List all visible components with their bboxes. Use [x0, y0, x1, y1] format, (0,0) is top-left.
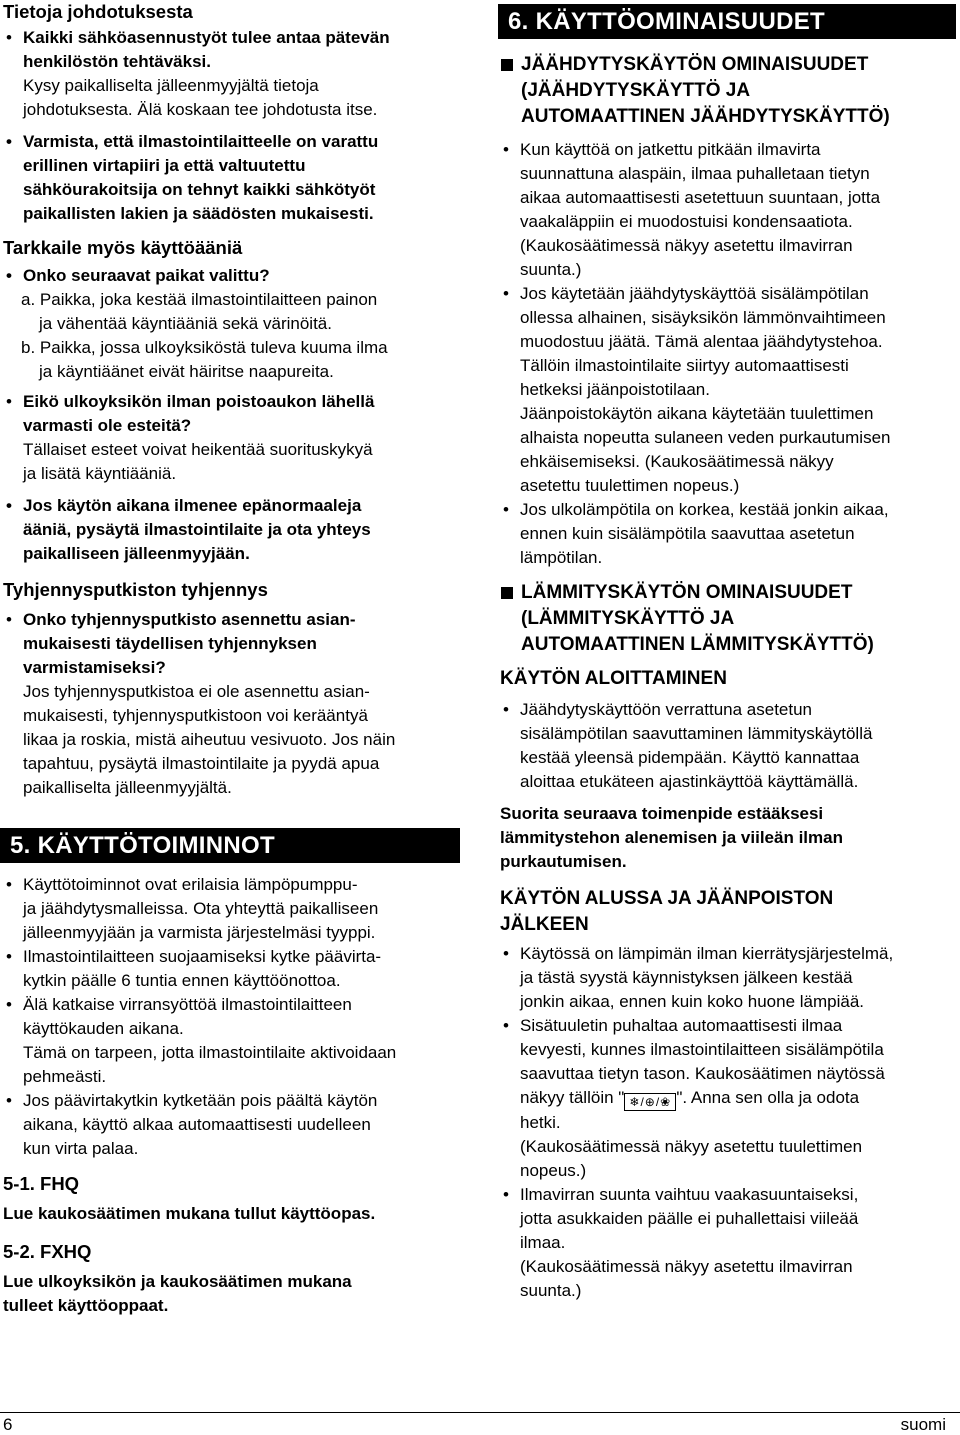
list-item — [500, 282, 956, 498]
text-fragment: näkyy tällöin " — [520, 1088, 625, 1107]
list-item — [3, 1089, 460, 1161]
text-line: nopeus.) — [520, 1161, 587, 1180]
text-line: LÄMMITYSKÄYTÖN OMINAISUUDET — [521, 582, 853, 603]
cooling-list — [500, 138, 956, 570]
cooling-heading — [500, 52, 956, 130]
list-item — [500, 498, 956, 570]
text-line: ääniä, pysäytä ilmastointilaite ja ota yhteys — [23, 520, 371, 539]
text-line: lämpötilan. — [520, 548, 603, 567]
text-line: johdotuksesta. Älä koskaan tee johdotusta itse. — [23, 100, 378, 119]
start-heading: KÄYTÖN ALOITTAMINEN — [500, 668, 727, 689]
text-fragment: ". Anna sen olla ja odota — [676, 1088, 860, 1107]
text-line: aikaa automaattisesti asetettuun suuntaan, jotta — [520, 188, 881, 207]
text-line: suunta.) — [520, 1281, 582, 1300]
drain-list — [3, 608, 461, 800]
text-line: AUTOMAATTINEN LÄMMITYSKÄYTTÖ) — [521, 634, 874, 655]
text-line: sisälämpötilan saavuttaminen lämmityskäytöllä — [520, 724, 873, 743]
list-item — [3, 390, 461, 486]
text-line: Jos tyhjennysputkistoa ei ole asennettu asian- — [23, 682, 370, 701]
text-line: • Kun käyttöä on jatkettu pitkään ilmavirta — [520, 140, 821, 159]
text-line: JÄÄHDYTYSKÄYTÖN OMINAISUUDET — [521, 54, 869, 75]
section-5-heading: 5. KÄYTTÖTOIMINNOT — [0, 828, 460, 863]
bold-notice — [500, 802, 956, 874]
list-item — [500, 942, 956, 1014]
text-line: vaakaläppiin ei muodostuisi kondensaatiota. — [520, 212, 853, 231]
fhq-title: 5-1. FHQ — [3, 1173, 80, 1194]
text-line: hetkeksi jäänpoistotilaan. — [520, 380, 710, 399]
text-line: (Kaukosäätimessä näkyy asetettu ilmavirran — [520, 1257, 853, 1276]
text-line: Tämä on tarpeen, jotta ilmastointilaite aktivoidaan — [23, 1043, 397, 1062]
text-line: AUTOMAATTINEN JÄÄHDYTYSKÄYTTÖ) — [521, 106, 890, 127]
list-item — [3, 26, 461, 122]
fan-speed-icon: ❄/⊕/❀ — [624, 1093, 676, 1111]
text-line: Jäänpoistokäytön aikana käytetään tuulettimen — [520, 404, 874, 423]
operations-list — [3, 873, 460, 1161]
text-line: Suorita seuraava toimenpide estääksesi — [500, 804, 824, 823]
text-line: ja lisätä käyntiääniä. — [23, 464, 177, 483]
list-item — [500, 698, 956, 794]
text-line: • Ilmastointilaitteen suojaamiseksi kytke päävirta- — [23, 947, 382, 966]
text-line: kytkin päälle 6 tuntia ennen käyttöönottoa. — [23, 971, 341, 990]
text-line: Kysy paikalliselta jälleenmyyjältä tietoja — [23, 76, 319, 95]
text-line: varmistamiseksi? — [23, 658, 166, 677]
text-line: henkilöstön tehtäväksi. — [23, 52, 211, 71]
heating-heading — [500, 580, 956, 658]
section-6-heading: 6. KÄYTTÖOMINAISUUDET — [498, 4, 956, 39]
text-line: • Älä katkaise virransyöttöä ilmastointilaitteen — [23, 995, 352, 1014]
list-item — [3, 264, 461, 288]
text-line: • Eikö ulkoyksikön ilman poistoaukon lähellä — [23, 392, 375, 411]
text-line: • Jos käytön aikana ilmenee epänormaaleja — [23, 496, 362, 515]
after-list — [500, 942, 956, 1303]
text-line: ennen kuin sisälämpötila saavuttaa asetetun — [520, 524, 855, 543]
text-line: mukaisesti täydellisen tyhjennyksen — [23, 634, 317, 653]
drain-title: Tyhjennysputkiston tyhjennys — [3, 579, 268, 600]
text-line: hetki. — [520, 1113, 561, 1132]
text-line: • Jos ulkolämpötila on korkea, kestää jonkin aikaa, — [520, 500, 889, 519]
text-line: (Kaukosäätimessä näkyy asetettu tuulettimen — [520, 1137, 863, 1156]
text-line: pehmeästi. — [23, 1067, 107, 1086]
text-line: lämmitystehon alenemisen ja viileän ilman — [500, 828, 843, 847]
text-line: ollessa alhainen, sisäyksikön lämmönvaihtimeen — [520, 308, 886, 327]
footer-divider — [0, 1412, 960, 1413]
text-line: aloittaa etukäteen ajastinkäyttöä käyttämällä. — [520, 772, 859, 791]
operations-section — [0, 828, 460, 1161]
list-item — [3, 873, 460, 945]
list-item — [3, 130, 461, 226]
list-item — [3, 993, 460, 1089]
start-list — [500, 698, 956, 794]
fhq-text: Lue kaukosäätimen mukana tullut käyttöopas. — [3, 1204, 376, 1223]
page-number: 6 — [3, 1415, 13, 1434]
text-line: varmasti ole esteitä? — [23, 416, 192, 435]
text-line: • Sisätuuletin puhaltaa automaattisesti ilmaa — [520, 1016, 843, 1035]
text-line: (JÄÄHDYTYSKÄYTTÖ JA — [521, 80, 751, 101]
text-line: tulleet käyttöoppaat. — [3, 1296, 169, 1315]
list-item — [500, 138, 956, 282]
text-line: a. Paikka, joka kestää ilmastointilaitteen painon — [21, 290, 378, 309]
text-line: (Kaukosäätimessä näkyy asetettu ilmavirran — [520, 236, 853, 255]
text-line — [520, 1086, 956, 1111]
language-label: suomi — [900, 1415, 946, 1434]
wiring-title: Tietoja johdotuksesta — [3, 1, 193, 22]
text-line: (LÄMMITYSKÄYTTÖ JA — [521, 608, 735, 629]
text-line: ilmaa. — [520, 1233, 566, 1252]
text-line: • Ilmavirran suunta vaihtuu vaakasuuntaiseksi, — [520, 1185, 859, 1204]
heating-section — [500, 580, 956, 1303]
text-line: ja jäähdytysmalleissa. Ota yhteyttä paikalliseen — [23, 899, 379, 918]
noise-title: Tarkkaile myös käyttöääniä — [3, 237, 243, 258]
text-line: purkautumisen. — [500, 852, 627, 871]
text-line: suunta.) — [520, 260, 582, 279]
text-line: ja tästä syystä käynnistyksen jälkeen kestää — [520, 968, 853, 987]
list-item — [3, 608, 461, 800]
text-line: erillinen virtapiiri ja että valtuutettu — [23, 156, 306, 175]
text-line: muodostuu jäätä. Tämä alentaa jäähdytystehoa. — [520, 332, 883, 351]
text-line: • Jos käytetään jäähdytyskäyttöä sisälämpötilan — [520, 284, 869, 303]
list-item — [3, 494, 461, 566]
fxhq-section — [3, 1240, 461, 1318]
text-line: • Onko tyhjennysputkisto asennettu asian- — [23, 610, 356, 629]
list-item — [500, 1183, 956, 1303]
text-line: • Kaikki sähköasennustyöt tulee antaa pätevän — [23, 28, 390, 47]
fhq-section — [3, 1172, 461, 1226]
noise-list — [3, 264, 461, 288]
text-line: tapahtuu, pysäytä ilmastointilaite ja pyydä apua — [23, 754, 380, 773]
text-line: käyttökauden aikana. — [23, 1019, 184, 1038]
text-line: kevyesti, kunnes ilmastointilaitteen sisälämpötila — [520, 1040, 884, 1059]
text-line: mukaisesti, tyhjennysputkistoon voi kerääntyä — [23, 706, 368, 725]
text-line: kestää yleensä pidempään. Käyttö kannattaa — [520, 748, 860, 767]
wiring-section — [3, 0, 461, 226]
text-line: paikallisten lakien ja säädösten mukaisesti. — [23, 204, 374, 223]
text-line: b. Paikka, jossa ulkoyksiköstä tuleva kuuma ilma — [21, 338, 388, 357]
text-line: kun virta palaa. — [23, 1139, 139, 1158]
text-line: Tällöin ilmastointilaite siirtyy automaattisesti — [520, 356, 849, 375]
text-line: paikalliseen jälleenmyyjään. — [23, 544, 250, 563]
noise-section — [3, 236, 461, 566]
text-line: ja käyntiäänet eivät häiritse naapureita. — [39, 362, 334, 381]
text-line: ehkäisemiseksi. (Kaukosäätimessä näkyy — [520, 452, 834, 471]
fxhq-title: 5-2. FXHQ — [3, 1241, 92, 1262]
text-line: Tällaiset esteet voivat heikentää suorituskykyä — [23, 440, 373, 459]
list-item — [500, 1014, 956, 1183]
drain-section — [3, 578, 461, 800]
text-line: likaa ja roskia, mistä aiheutuu vesivuoto. Jos näin — [23, 730, 396, 749]
fxhq-text — [3, 1270, 461, 1318]
after-heading — [500, 886, 956, 938]
text-line: • Jäähdytyskäyttöön verrattuna asetetun — [520, 700, 813, 719]
noise-list-2 — [3, 390, 461, 566]
wiring-list — [3, 26, 461, 226]
text-line: • Varmista, että ilmastointilaitteelle on varattu — [23, 132, 379, 151]
text-line: sähköurakoitsija on tehnyt kaikki sähkötyöt — [23, 180, 376, 199]
text-line: JÄLKEEN — [500, 914, 589, 935]
text-line: jotta asukkaiden päälle ei puhallettaisi viileää — [520, 1209, 859, 1228]
text-line: asetettu tuulettimen nopeus.) — [520, 476, 740, 495]
text-line: • Jos päävirtakytkin kytketään pois päältä käytön — [23, 1091, 378, 1110]
text-line: • Onko seuraavat paikat valittu? — [23, 266, 270, 285]
noise-options — [3, 288, 461, 384]
text-line: • Käyttötoiminnot ovat erilaisia lämpöpumppu- — [23, 875, 358, 894]
text-line: Lue ulkoyksikön ja kaukosäätimen mukana — [3, 1272, 352, 1291]
text-line: KÄYTÖN ALUSSA JA JÄÄNPOISTON — [500, 888, 834, 909]
text-line: paikalliselta jälleenmyyjältä. — [23, 778, 232, 797]
text-line: saavuttaa tietyn tason. Kaukosäätimen näytössä — [520, 1064, 885, 1083]
text-line: jälleenmyyjään ja varmista järjestelmäsi tyyppi. — [23, 923, 376, 942]
text-line: jonkin aikaa, ennen kuin koko huone lämpiää. — [520, 992, 865, 1011]
text-line: alhaista nopeutta sulaneen veden purkautumisen — [520, 428, 891, 447]
list-item — [3, 945, 460, 993]
text-line: ja vähentää käyntiääniä sekä värinöitä. — [39, 314, 332, 333]
text-line: suunnattuna alaspäin, ilmaa puhalletaan tietyn — [520, 164, 870, 183]
text-line: • Käytössä on lämpimän ilman kierrätysjärjestelmä, — [520, 944, 894, 963]
cooling-section — [500, 52, 956, 570]
text-line: aikana, käyttö alkaa automaattisesti uudelleen — [23, 1115, 371, 1134]
